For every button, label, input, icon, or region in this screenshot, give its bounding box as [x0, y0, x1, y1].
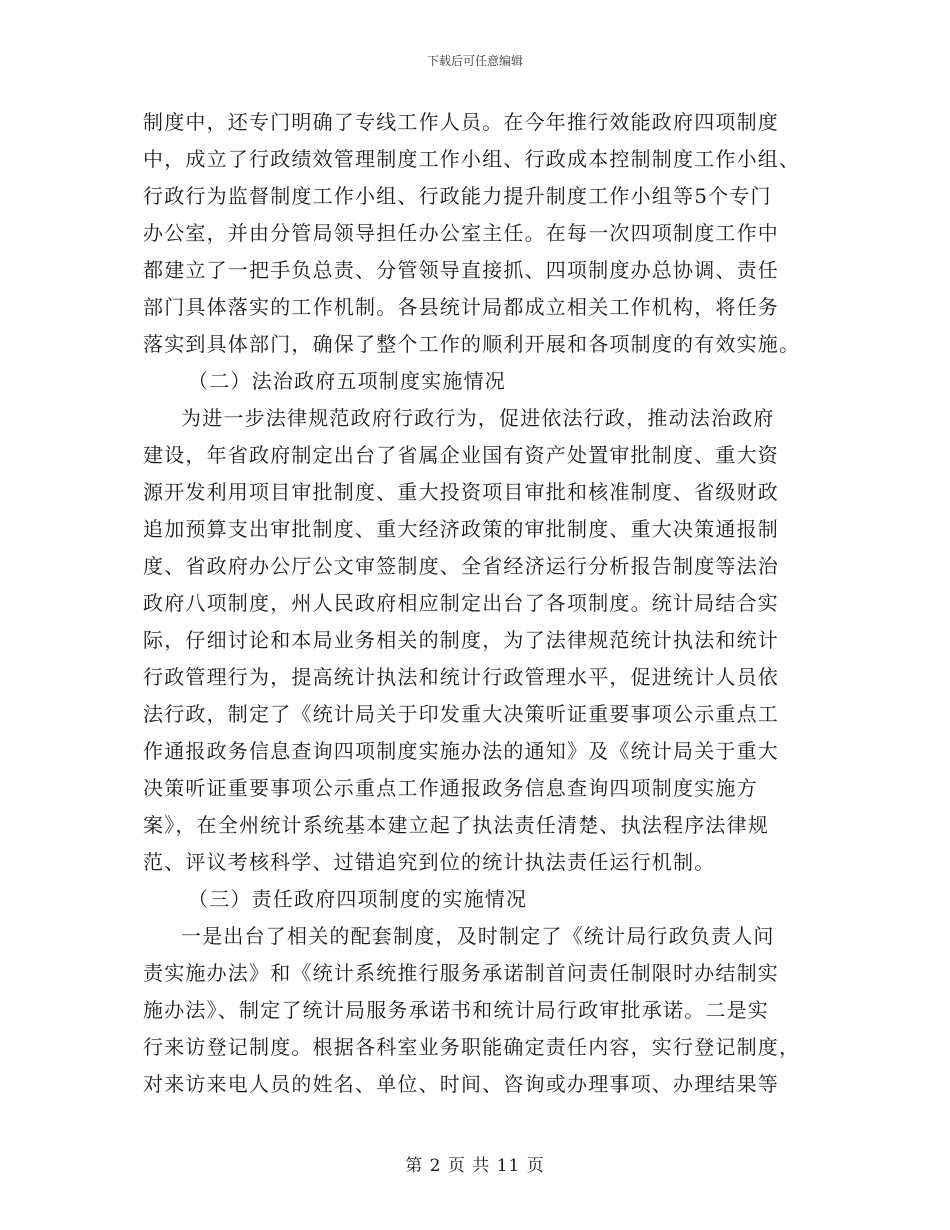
- paragraph-line: 源开发利用项目审批制度、重大投资项目审批和核准制度、省级财政: [143, 480, 779, 504]
- paragraph-line: 行政行为监督制度工作小组、行政能力提升制度工作小组等5个专门: [143, 184, 772, 208]
- paragraph-line: 为进一步法律规范政府行政行为，促进依法行政，推动法治政府: [181, 406, 775, 430]
- paragraph-line: 决策听证重要事项公示重点工作通报政务信息查询四项制度实施方: [143, 776, 758, 800]
- page-header-note: 下载后可任意编辑: [426, 54, 523, 68]
- paragraph-line: 中，成立了行政绩效管理制度工作小组、行政成本控制制度工作小组、: [143, 147, 801, 171]
- paragraph-line: 政府八项制度，州人民政府相应制定出台了各项制度。统计局结合实: [143, 591, 779, 615]
- paragraph-line: 落实到具体部门，确保了整个工作的顺利开展和各项制度的有效实施。: [143, 332, 801, 356]
- paragraph-line: 部门具体落实的工作机制。各县统计局都成立相关工作机构，将任务: [143, 295, 779, 319]
- paragraph-line: 作通报政务信息查询四项制度实施办法的通知》及《统计局关于重大: [143, 739, 779, 763]
- paragraph-line: 行来访登记制度。根据各科室业务职能确定责任内容，实行登记制度，: [143, 1035, 801, 1059]
- page-number: 第 2 页 共 11 页: [405, 1156, 545, 1176]
- paragraph-line: 建设，年省政府制定出台了省属企业国有资产处置审批制度、重大资: [143, 443, 779, 467]
- document-body: [143, 104, 808, 1103]
- paragraph-line: 对来访来电人员的姓名、单位、时间、咨询或办理事项、办理结果等: [143, 1072, 779, 1096]
- paragraph-line: 追加预算支出审批制度、重大经济政策的审批制度、重大决策通报制: [143, 517, 779, 541]
- paragraph-line: 际，仔细讨论和本局业务相关的制度，为了法律规范统计执法和统计: [143, 628, 779, 652]
- paragraph-line: 施办法》、制定了统计局服务承诺书和统计局行政审批承诺。二是实: [143, 998, 769, 1022]
- paragraph-line: 都建立了一把手负总责、分管领导直接抓、四项制度办总协调、责任: [143, 258, 779, 282]
- paragraph-line: 法行政，制定了《统计局关于印发重大决策听证重要事项公示重点工: [143, 702, 779, 726]
- paragraph-line: 范、评议考核科学、过错追究到位的统计执法责任运行机制。: [143, 850, 716, 874]
- paragraph-line: 制度中，还专门明确了专线工作人员。在今年推行效能政府四项制度: [143, 110, 779, 134]
- section-heading: （三）责任政府四项制度的实施情况: [188, 887, 528, 911]
- paragraph-line: 办公室，并由分管局领导担任办公室主任。在每一次四项制度工作中: [143, 221, 779, 245]
- paragraph-line: 责实施办法》和《统计系统推行服务承诺制首问责任制限时办结制实: [143, 961, 779, 985]
- paragraph-line: 度、省政府办公厅公文审签制度、全省经济运行分析报告制度等法治: [143, 554, 779, 578]
- paragraph-line: 一是出台了相关的配套制度，及时制定了《统计局行政负责人问: [181, 924, 775, 948]
- paragraph-line: 行政管理行为，提高统计执法和统计行政管理水平，促进统计人员依: [143, 665, 779, 689]
- paragraph-line: 案》，在全州统计系统基本建立起了执法责任清楚、执法程序法律规: [143, 813, 769, 837]
- section-heading: （二）法治政府五项制度实施情况: [188, 369, 506, 393]
